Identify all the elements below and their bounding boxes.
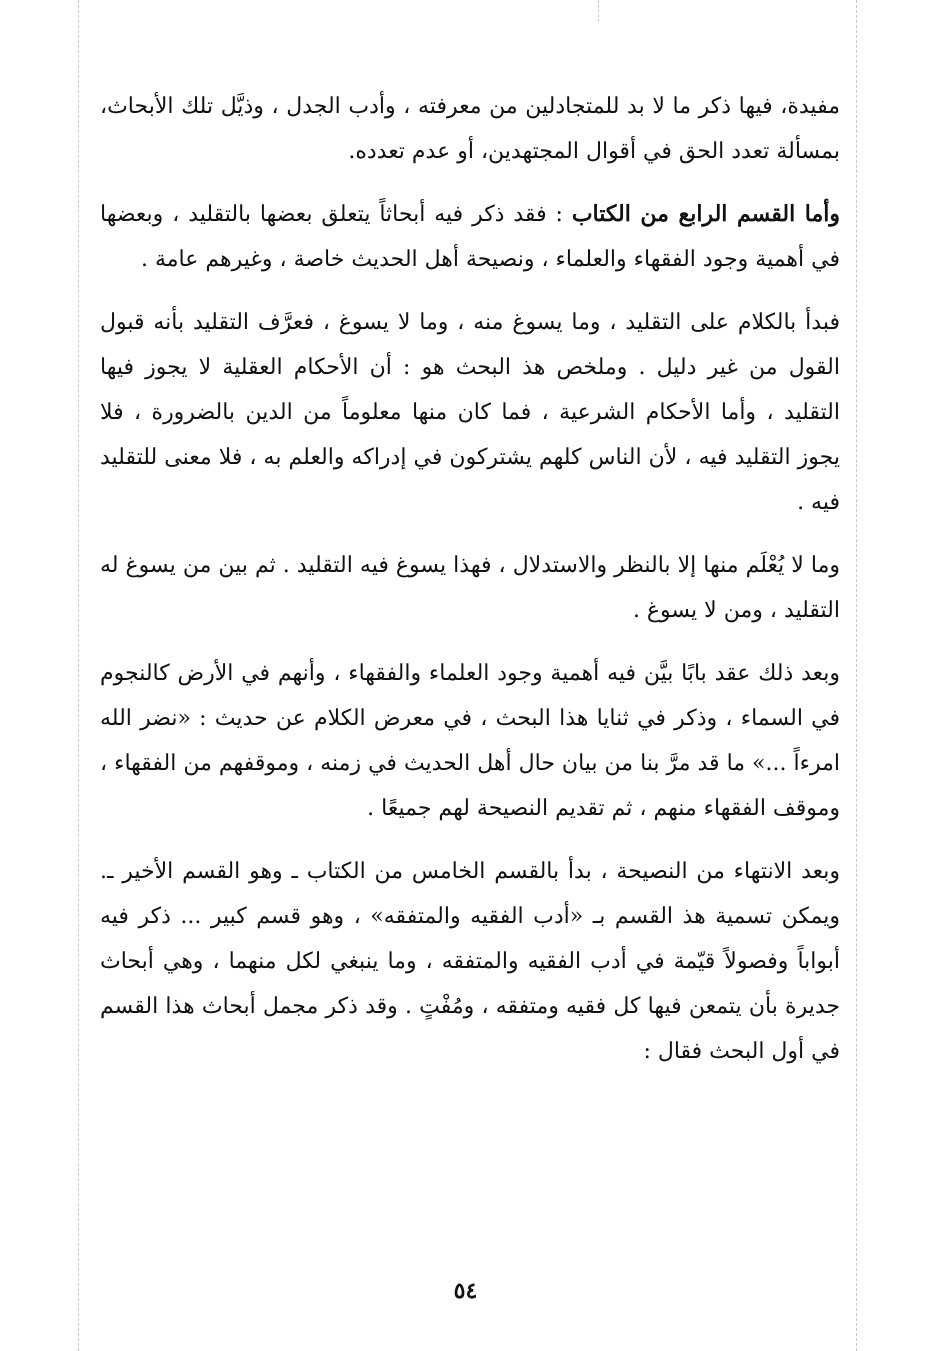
paragraph-5 bbox=[100, 651, 840, 831]
right-margin-guide bbox=[856, 0, 857, 1351]
paragraph-5-text: وبعد ذلك عقد بابًا بيَّن فيه أهمية وجود العلماء والفقهاء ، وأنهم في الأرض كالنجوم في السماء ، وذكر في ثنايا هذا البحث ، في معرض الكلام عن حديث : «نضر الله امرءاً ...» ما قد مرَّ بنا من بيان حال أهل الحديث في زمنه ، وموقفهم من الفقهاء ، وموقف الفقهاء منهم ، ثم تقديم النصيحة لهم جميعًا . bbox=[100, 661, 841, 821]
paragraph-4-text: وما لا يُعْلَم منها إلا بالنظر والاستدلال ، فهذا يسوغ فيه التقليد . ثم بين من يسوغ له التقليد ، ومن لا يسوغ . bbox=[100, 553, 840, 623]
body-text bbox=[100, 84, 840, 1092]
paragraph-2-lead: وأما القسم الرابع من الكتاب bbox=[571, 201, 840, 227]
paragraph-1 bbox=[100, 84, 840, 174]
paragraph-4 bbox=[100, 543, 840, 633]
paragraph-1-text: مفيدة، فيها ذكر ما لا بد للمتجادلين من معرفته ، وأدب الجدل ، وذيَّل تلك الأبحاث، بمسألة تعدد الحق في أقوال المجتهدين، أو عدم تعدده. bbox=[100, 94, 840, 164]
paragraph-6 bbox=[100, 849, 840, 1074]
top-edge-guide bbox=[598, 0, 599, 22]
paragraph-3 bbox=[100, 300, 840, 525]
paragraph-6-text: وبعد الانتهاء من النصيحة ، بدأ بالقسم الخامس من الكتاب ـ وهو القسم الأخير ـ. ويمكن تسمية هذ القسم بـ «أدب الفقيه والمتفقه» ، وهو قسم كبير ... ذكر فيه أبواباً وفصولاً قيّمة في أدب الفقيه والمتفقه ، وما ينبغي لكل منهما ، وهي أبحاث جديرة بأن يتمعن فيها كل فقيه ومتفقه ، ومُفْتٍ . وقد ذكر مجمل أبحاث هذا القسم في أول البحث فقال : bbox=[100, 859, 840, 1064]
paragraph-3-text: فبدأ بالكلام على التقليد ، وما يسوغ منه ، وما لا يسوغ ، فعرَّف التقليد بأنه قبول القول من غير دليل . وملخص هذ البحث هو : أن الأحكام العقلية لا يجوز فيها التقليد ، وأما الأحكام الشرعية ، فما كان منها معلوماً من الدين بالضرورة ، فلا يجوز التقليد فيه ، لأن الناس كلهم يشتركون في إدراكه والعلم به ، فلا معنى للتقليد فيه . bbox=[100, 310, 840, 515]
page-number: ٥٤ bbox=[453, 1278, 478, 1304]
paragraph-2 bbox=[100, 192, 840, 282]
left-margin-guide bbox=[78, 0, 79, 1351]
paragraph-2-text: : فقد ذكر فيه أبحاثاً يتعلق بعضها بالتقليد ، وبعضها في أهمية وجود الفقهاء والعلماء ، ونصيحة أهل الحديث خاصة ، وغيرهم عامة . bbox=[100, 202, 840, 272]
